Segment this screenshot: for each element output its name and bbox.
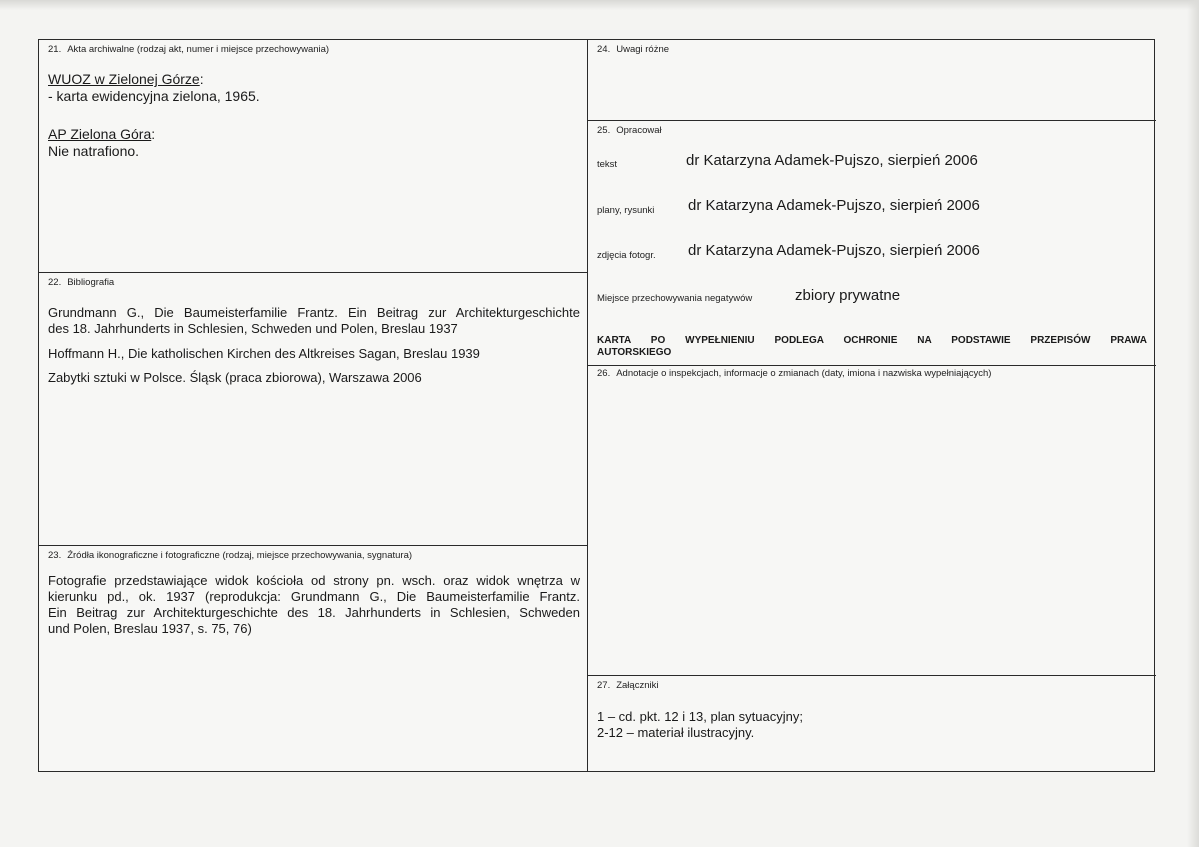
bibliography-entry-3: Zabytki sztuki w Polsce. Śląsk (praca zbiorowa), Warszawa 2006 — [48, 370, 422, 385]
section-21-header — [48, 44, 329, 56]
plany-label: plany, rysunki — [597, 205, 655, 216]
bibliography-entry-2: Hoffmann H., Die katholischen Kirchen des Altkreises Sagan, Breslau 1939 — [48, 346, 480, 361]
section-24-header — [597, 44, 669, 56]
section-24-title: Uwagi różne — [616, 44, 670, 55]
section-23-header — [48, 550, 412, 562]
section-26-inspection-annotations — [588, 366, 1156, 675]
section-23-number: 23. — [48, 550, 62, 561]
section-24-number: 24. — [597, 44, 611, 55]
negatives-location-value: zbiory prywatne — [795, 287, 901, 304]
scan-edge-shadow-top — [0, 0, 1199, 10]
iconographic-line-1: Fotografie przedstawiające widok kościoła od strony pn. wsch. oraz widok wnętrza w — [48, 573, 580, 588]
copyright-notice — [597, 335, 1147, 359]
attachment-line-2: 2-12 – materiał ilustracyjny. — [597, 725, 755, 740]
iconographic-line-3: Ein Beitrag zur Architekturgeschichte des 18. Jahrhunderts in Schlesien, Schweden — [48, 605, 580, 620]
section-27-header — [597, 680, 658, 692]
iconographic-line-4: und Polen, Breslau 1937, s. 75, 76) — [48, 621, 252, 636]
section-27-title: Załączniki — [616, 680, 659, 691]
section-25-header — [597, 125, 662, 137]
archive-source-1-name: WUOZ w Zielonej Górze — [48, 71, 200, 87]
section-22-bibliography — [39, 273, 587, 545]
section-21-archival-records — [39, 40, 587, 272]
section-21-title: Akta archiwalne (rodzaj akt, numer i miejsce przechowywania) — [67, 44, 330, 55]
section-26-number: 26. — [597, 368, 611, 379]
section-23-iconographic-sources — [39, 546, 587, 773]
negatives-location-label: Miejsce przechowywania negatywów — [597, 293, 753, 304]
attachment-line-1: 1 – cd. pkt. 12 i 13, plan sytuacyjny; — [597, 709, 803, 724]
archive-source-2-entry: Nie natrafiono. — [48, 143, 140, 159]
scan-edge-shadow-right — [1187, 0, 1199, 847]
archive-source-1-entry: - karta ewidencyjna zielona, 1965. — [48, 88, 260, 104]
archive-source-2-name: AP Zielona Góra — [48, 126, 152, 142]
zdjecia-author: dr Katarzyna Adamek-Pujszo, sierpień 2006 — [688, 242, 980, 259]
bibliography-entry-1a: Grundmann G., Die Baumeisterfamilie Frantz. Ein Beitrag zur Architekturgeschichte — [48, 305, 580, 320]
section-22-number: 22. — [48, 277, 62, 288]
section-23-title: Źródła ikonograficzne i fotograficzne (rodzaj, miejsce przechowywania, sygnatura) — [67, 550, 413, 561]
section-27-number: 27. — [597, 680, 611, 691]
section-24-notes — [588, 40, 1156, 120]
section-27-attachments — [588, 676, 1156, 773]
section-22-title: Bibliografia — [67, 277, 115, 288]
tekst-label: tekst — [597, 159, 618, 170]
iconographic-line-2: kierunku pd., ok. 1937 (reprodukcja: Grundmann G., Die Baumeisterfamilie Frantz. — [48, 589, 580, 604]
tekst-author: dr Katarzyna Adamek-Pujszo, sierpień 2006 — [686, 152, 978, 169]
archive-source-1 — [48, 71, 204, 87]
section-25-number: 25. — [597, 125, 611, 136]
section-25-title: Opracował — [616, 125, 662, 136]
record-card-form — [38, 39, 1155, 772]
section-25-prepared-by — [588, 121, 1156, 365]
section-26-title: Adnotacje o inspekcjach, informacje o zmianach (daty, imiona i nazwiska wypełniających) — [616, 368, 992, 379]
section-22-header — [48, 277, 114, 289]
copyright-notice-line-2: AUTORSKIEGO — [597, 347, 672, 358]
copyright-notice-line-1: KARTA PO WYPEŁNIENIU PODLEGA OCHRONIE NA PODSTAWIE PRZEPISÓW PRAWA — [597, 335, 1147, 346]
bibliography-entry-1b: des 18. Jahrhunderts in Schlesien, Schweden und Polen, Breslau 1937 — [48, 321, 458, 336]
archive-source-2 — [48, 126, 155, 142]
section-26-header — [597, 368, 991, 380]
plany-author: dr Katarzyna Adamek-Pujszo, sierpień 2006 — [688, 197, 980, 214]
archive-source-1-colon: : — [199, 71, 204, 87]
zdjecia-label: zdjęcia fotogr. — [597, 250, 656, 261]
section-21-number: 21. — [48, 44, 62, 55]
archive-source-2-colon: : — [151, 126, 156, 142]
